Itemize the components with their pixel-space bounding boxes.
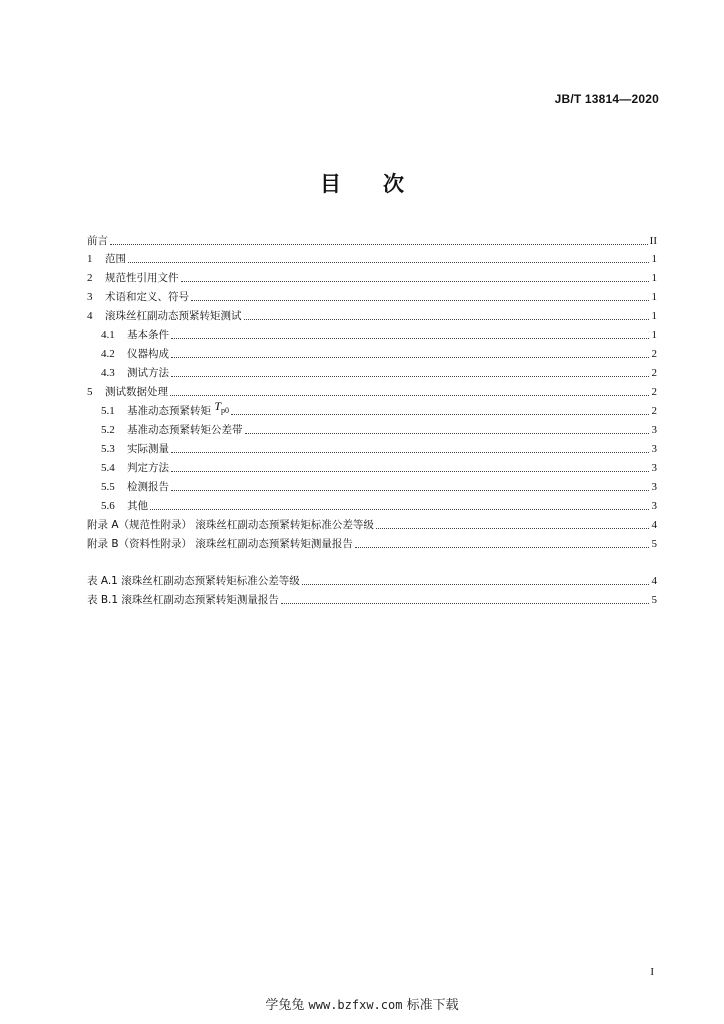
title-char-1: 目 (320, 172, 341, 196)
dot-leader (231, 413, 649, 415)
toc-entry-label: 术语和定义、符号 (105, 291, 189, 303)
toc-entry-page: 2 (651, 348, 657, 360)
toc-entry-label: 仪器构成 (127, 348, 169, 360)
toc-entry-page: 1 (651, 291, 657, 303)
toc-entry-4-2[interactable] (101, 343, 657, 361)
dot-leader (281, 602, 649, 604)
toc-entry-label: 判定方法 (127, 462, 169, 474)
toc-entry-label: 检测报告 (127, 481, 169, 493)
toc-entry-page: 5 (651, 594, 657, 606)
toc-entry-number: 4 (87, 310, 93, 322)
dot-leader (150, 508, 649, 510)
toc-entry-5-1[interactable] (101, 400, 657, 418)
toc-entry-label: 范围 (105, 253, 126, 265)
dot-leader (110, 243, 648, 245)
toc-entry-appendix-a[interactable] (87, 514, 657, 532)
toc-entry-label: 测试方法 (127, 367, 169, 379)
dot-leader (171, 451, 649, 453)
toc-entry-5-5[interactable] (101, 476, 657, 494)
dot-leader (171, 375, 649, 377)
toc-entry-5-4[interactable] (101, 457, 657, 475)
toc-entry-number: 4.2 (101, 348, 115, 360)
toc-entry-page: II (649, 235, 657, 247)
toc-entry-page: 1 (651, 272, 657, 284)
dot-leader (181, 280, 650, 282)
toc-entry-table-a1[interactable] (87, 570, 657, 588)
toc-entry-2[interactable] (87, 267, 657, 285)
toc-entry-page: 1 (651, 310, 657, 322)
toc-entry-label: 附录 A（规范性附录） 滚珠丝杠副动态预紧转矩标准公差等级 (87, 519, 374, 531)
toc-entry-label: 前言 (87, 235, 108, 247)
toc-entry-page: 1 (651, 253, 657, 265)
toc-entry-number: 5.3 (101, 443, 115, 455)
toc-entry-number: 5.5 (101, 481, 115, 493)
toc-entry-page: 3 (651, 424, 657, 436)
title-char-2: 次 (383, 172, 404, 196)
toc-entry-page: 3 (651, 500, 657, 512)
toc-entry-5-6[interactable] (101, 495, 657, 513)
toc-entry-label: 测试数据处理 (105, 386, 168, 398)
toc-entry-page: 4 (651, 575, 657, 587)
page-number: I (650, 966, 654, 978)
toc-entry-label: 规范性引用文件 (105, 272, 179, 284)
toc-entry-4-1[interactable] (101, 324, 657, 342)
footer-url[interactable]: www.bzfxw.com (308, 998, 403, 1012)
dot-leader (171, 356, 649, 358)
dot-leader (244, 318, 650, 320)
dot-leader (171, 337, 649, 339)
toc-entry-label: 表 A.1 滚珠丝杠副动态预紧转矩标准公差等级 (87, 575, 300, 587)
toc-entry-3[interactable] (87, 286, 657, 304)
toc-entry-page: 2 (651, 367, 657, 379)
page-title (0, 168, 724, 198)
dot-leader (191, 299, 649, 301)
toc-entry-5-2[interactable] (101, 419, 657, 437)
dot-leader (170, 394, 649, 396)
dot-leader (171, 489, 649, 491)
toc-entry-number: 2 (87, 272, 93, 284)
footer-tail: 标准下载 (406, 998, 459, 1013)
toc-entry-page: 4 (651, 519, 657, 531)
dot-leader (355, 546, 649, 548)
toc-entry-number: 3 (87, 291, 93, 303)
standard-code: JB/T 13814—2020 (554, 92, 659, 106)
toc-entry-number: 5 (87, 386, 93, 398)
torque-symbol-subscript: p0 (221, 406, 230, 415)
toc-entry-page: 2 (651, 405, 657, 417)
toc-entry-page: 3 (651, 481, 657, 493)
toc-entry-number: 5.1 (101, 405, 115, 417)
toc-entry-4[interactable] (87, 305, 657, 323)
toc-entry-page: 5 (651, 538, 657, 550)
footer-site-name: 学兔兔 (265, 998, 305, 1013)
toc-entry-label: 滚珠丝杠副动态预紧转矩测试 (105, 310, 242, 322)
toc-entry-4-3[interactable] (101, 362, 657, 380)
dot-leader (128, 261, 649, 263)
toc-entry-label: 基准动态预紧转矩公差带 (127, 424, 243, 436)
toc-entry-foreword[interactable] (87, 230, 657, 248)
toc-entry-label: 附录 B（资料性附录） 滚珠丝杠副动态预紧转矩测量报告 (87, 538, 353, 550)
toc-entry-page: 2 (651, 386, 657, 398)
dot-leader (245, 432, 650, 434)
torque-symbol-letter: T (214, 399, 222, 413)
toc-entry-number: 1 (87, 253, 93, 265)
toc-entry-number: 5.2 (101, 424, 115, 436)
toc-entry-label: 基准动态预紧转矩 (127, 405, 211, 417)
toc-entry-number: 5.4 (101, 462, 115, 474)
torque-symbol (211, 399, 229, 418)
toc-entry-appendix-b[interactable] (87, 533, 657, 551)
toc-entry-number: 4.1 (101, 329, 115, 341)
toc-entry-5-3[interactable] (101, 438, 657, 456)
dot-leader (302, 583, 649, 585)
footer-watermark (0, 994, 724, 1013)
toc-entry-page: 1 (651, 329, 657, 341)
toc-entry-page: 3 (651, 462, 657, 474)
toc-entry-number: 5.6 (101, 500, 115, 512)
toc-entry-table-b1[interactable] (87, 589, 657, 607)
toc-entry-page: 3 (651, 443, 657, 455)
toc-entry-label: 基本条件 (127, 329, 169, 341)
dot-leader (376, 527, 649, 529)
toc-entry-label: 其他 (127, 500, 148, 512)
toc-entry-label: 实际测量 (127, 443, 169, 455)
toc-entry-5[interactable] (87, 381, 657, 399)
toc-entry-label: 表 B.1 滚珠丝杠副动态预紧转矩测量报告 (87, 594, 279, 606)
toc-entry-number: 4.3 (101, 367, 115, 379)
toc-entry-1[interactable] (87, 248, 657, 266)
dot-leader (171, 470, 649, 472)
